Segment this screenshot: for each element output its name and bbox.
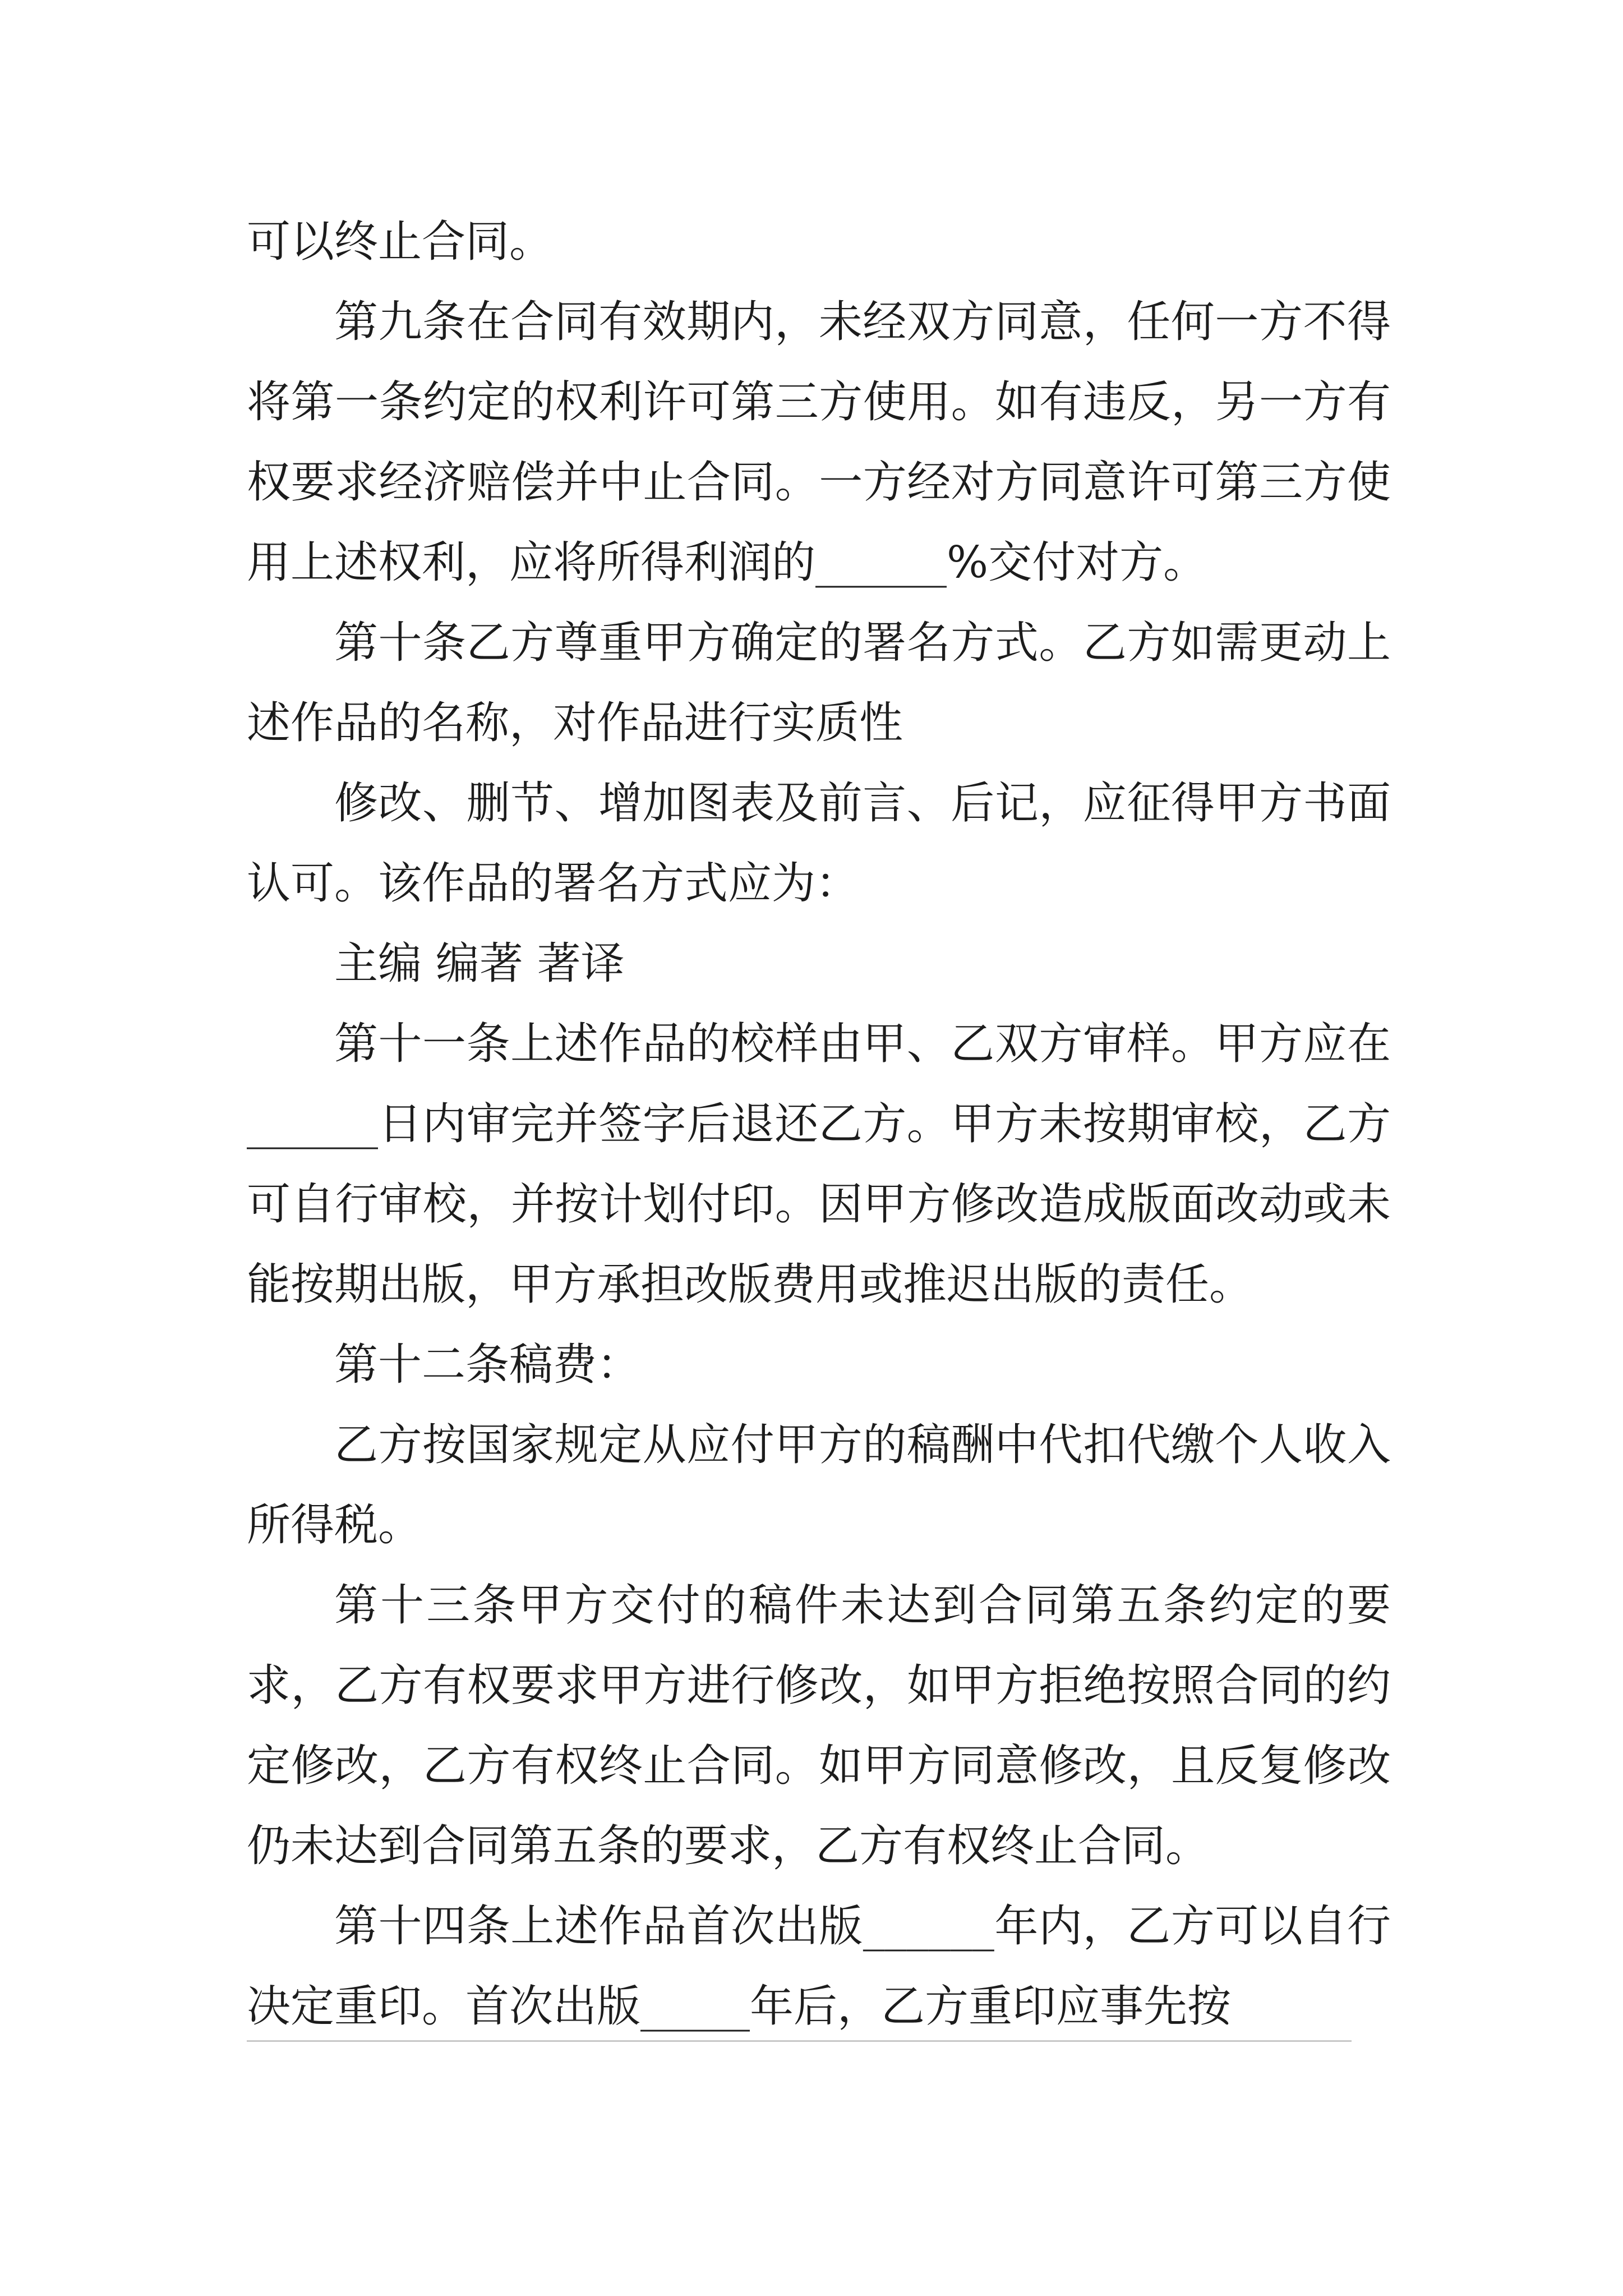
paragraph-article-10: 第十条乙方尊重甲方确定的署名方式。乙方如需更动上述作品的名称，对作品进行实质性 <box>247 618 1391 748</box>
footer-divider <box>247 2040 1352 2042</box>
contract-body <box>247 202 1391 2047</box>
paragraph-authorship-options: 主编 编著 著译 <box>334 938 625 989</box>
paragraph-article-10-continued: 修改、删节、增加图表及前言、后记，应征得甲方书面认可。该作品的署名方式应为： <box>247 778 1391 909</box>
paragraph-article-14: 第十四条上述作品首次出版______年内，乙方可以自行决定重印。首次出版_____年后，乙方重印应事先按 <box>247 1901 1391 2032</box>
paragraph-article-13: 第十三条甲方交付的稿件未达到合同第五条约定的要求，乙方有权要求甲方进行修改，如甲方拒绝按照合同的约定修改，乙方有权终止合同。如甲方同意修改，且反复修改仍未达到合同第五条的要求，乙方有权终止合同。 <box>247 1580 1391 1871</box>
paragraph-article-11: 第十一条上述作品的校样由甲、乙双方审样。甲方应在______日内审完并签字后退还乙方。甲方未按期审校，乙方可自行审校，并按计划付印。因甲方修改造成版面改动或未能按期出版，甲方承担改版费用或推迟出版的责任。 <box>247 1019 1391 1310</box>
paragraph-termination-continued: 可以终止合同。 <box>247 217 554 267</box>
paragraph-tax-withholding: 乙方按国家规定从应付甲方的稿酬中代扣代缴个人收入所得税。 <box>247 1420 1391 1550</box>
paragraph-article-12: 第十二条稿费： <box>334 1340 641 1390</box>
paragraph-article-9: 第九条在合同有效期内，未经双方同意，任何一方不得将第一条约定的权利许可第三方使用。如有违反，另一方有权要求经济赔偿并中止合同。一方经对方同意许可第三方使用上述权利，应将所得利润的______%交付对方。 <box>247 297 1391 588</box>
